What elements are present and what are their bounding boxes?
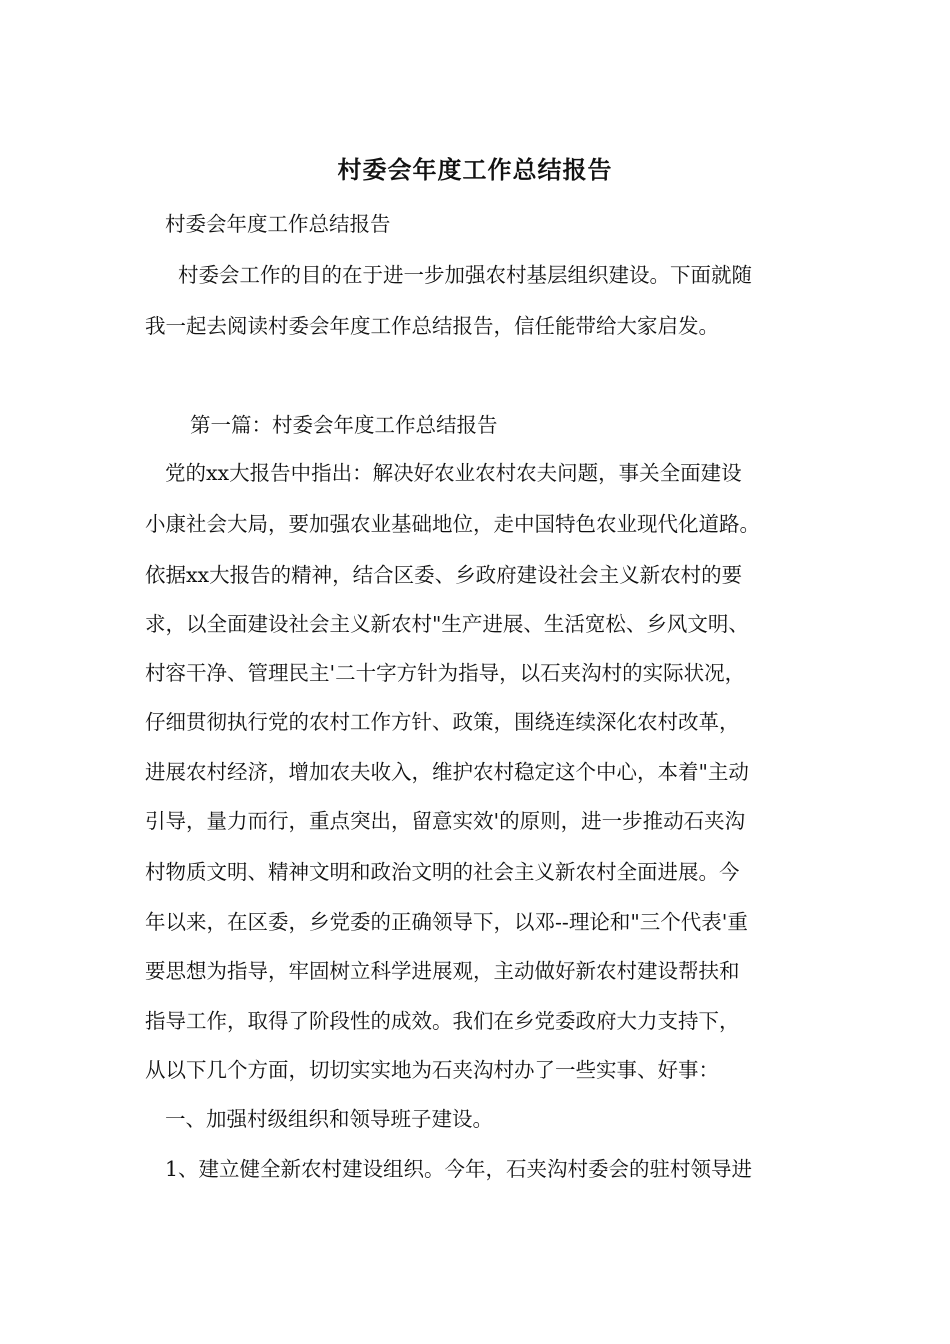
subtitle-line: 村委会年度工作总结报告 (165, 212, 391, 236)
chapter-heading: 第一篇：村委会年度工作总结报告 (190, 413, 498, 437)
intro-line-1: 村委会工作的目的在于进一步加强农村基层组织建设。下面就随 (178, 263, 752, 287)
body-line-6: 仔细贯彻执行党的农村工作方针、政策，围绕连续深化农村改革， (145, 710, 740, 734)
intro-line-2: 我一起去阅读村委会年度工作总结报告，信任能带给大家启发。 (145, 314, 719, 338)
body-line-4: 求，以全面建设社会主义新农村"生产进展、生活宽松、乡风文明、 (145, 612, 749, 636)
section-item-1: 1、建立健全新农村建设组织。今年，石夹沟村委会的驻村领导进 (165, 1157, 753, 1181)
body-line-2: 小康社会大局，要加强农业基础地位，走中国特色农业现代化道路。 (145, 512, 760, 536)
body-line-11: 要思想为指导，牢固树立科学进展观，主动做好新农村建设帮扶和 (145, 959, 740, 983)
body-line-9: 村物质文明、精神文明和政治文明的社会主义新农村全面进展。今 (145, 860, 740, 884)
body-line-8: 引导，量力而行，重点突出，留意实效'的原则，进一步推动石夹沟 (145, 809, 746, 833)
section-heading: 一、加强村级组织和领导班子建设。 (165, 1107, 493, 1131)
body-line-5: 村容干净、管理民主'二十字方针为指导，以石夹沟村的实际状况， (145, 661, 746, 685)
body-line-1: 党的xx大报告中指出：解决好农业农村农夫问题，事关全面建设 (165, 461, 742, 485)
body-line-3: 依据xx大报告的精神，结合区委、乡政府建设社会主义新农村的要 (145, 563, 743, 587)
body-line-7: 进展农村经济，增加农夫收入，维护农村稳定这个中心，本着"主动 (145, 760, 749, 784)
body-line-13: 从以下几个方面，切切实实地为石夹沟村办了一些实事、好事： (145, 1058, 719, 1082)
body-line-12: 指导工作，取得了阶段性的成效。我们在乡党委政府大力支持下， (145, 1009, 740, 1033)
body-line-10: 年以来，在区委，乡党委的正确领导下，以邓--理论和"三个代表'重 (145, 910, 748, 934)
document-title: 村委会年度工作总结报告 (337, 155, 613, 184)
